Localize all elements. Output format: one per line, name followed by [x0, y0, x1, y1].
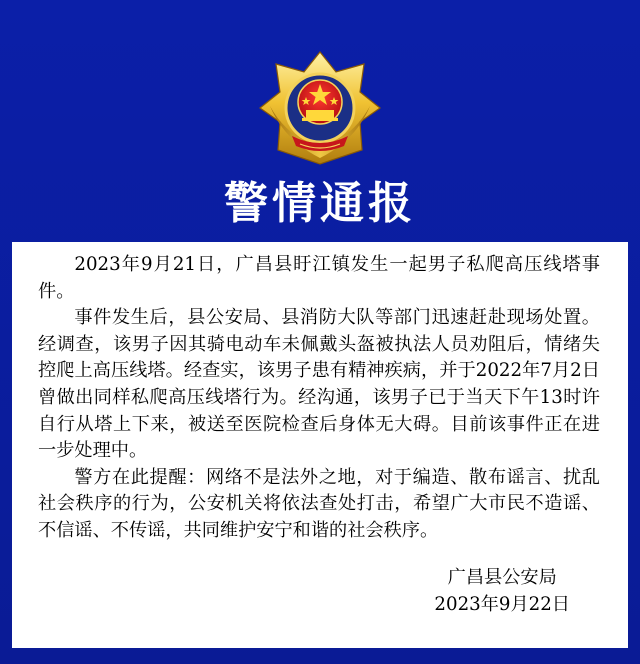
signature-block: [434, 564, 570, 618]
issue-date: 2023年9月22日: [434, 594, 570, 615]
police-emblem-icon: [256, 50, 384, 166]
paragraph-3: 警方在此提醒：网络不是法外之地，对于编造、散布谣言、扰乱社会秩序的行为，公安机关将依法查处打击，希望广大市民不造谣、不信谣、不传谣，共同维护安宁和谐的社会秩序。: [38, 466, 600, 541]
notice-body: [12, 242, 628, 648]
paragraph-2: 事件发生后，县公安局、县消防大队等部门迅速赶赴现场处置。经调查，该男子因其骑电动车未佩戴头盔被执法人员劝阻后，情绪失控爬上高压线塔。经查实，该男子患有精神疾病，并于2022年7月2日曾做出同样私爬高压线塔行为。经沟通，该男子已于当天下午13时许自行从塔上下来，被送至医院检查后身体无大碍。目前该事件正在进一步处理中。: [38, 307, 600, 462]
issuer-name: 广昌县公安局: [447, 567, 557, 588]
notice-title: 警情通报: [224, 178, 416, 229]
paragraph-1: 2023年9月21日，广昌县盱江镇发生一起男子私爬高压线塔事件。: [38, 254, 600, 302]
